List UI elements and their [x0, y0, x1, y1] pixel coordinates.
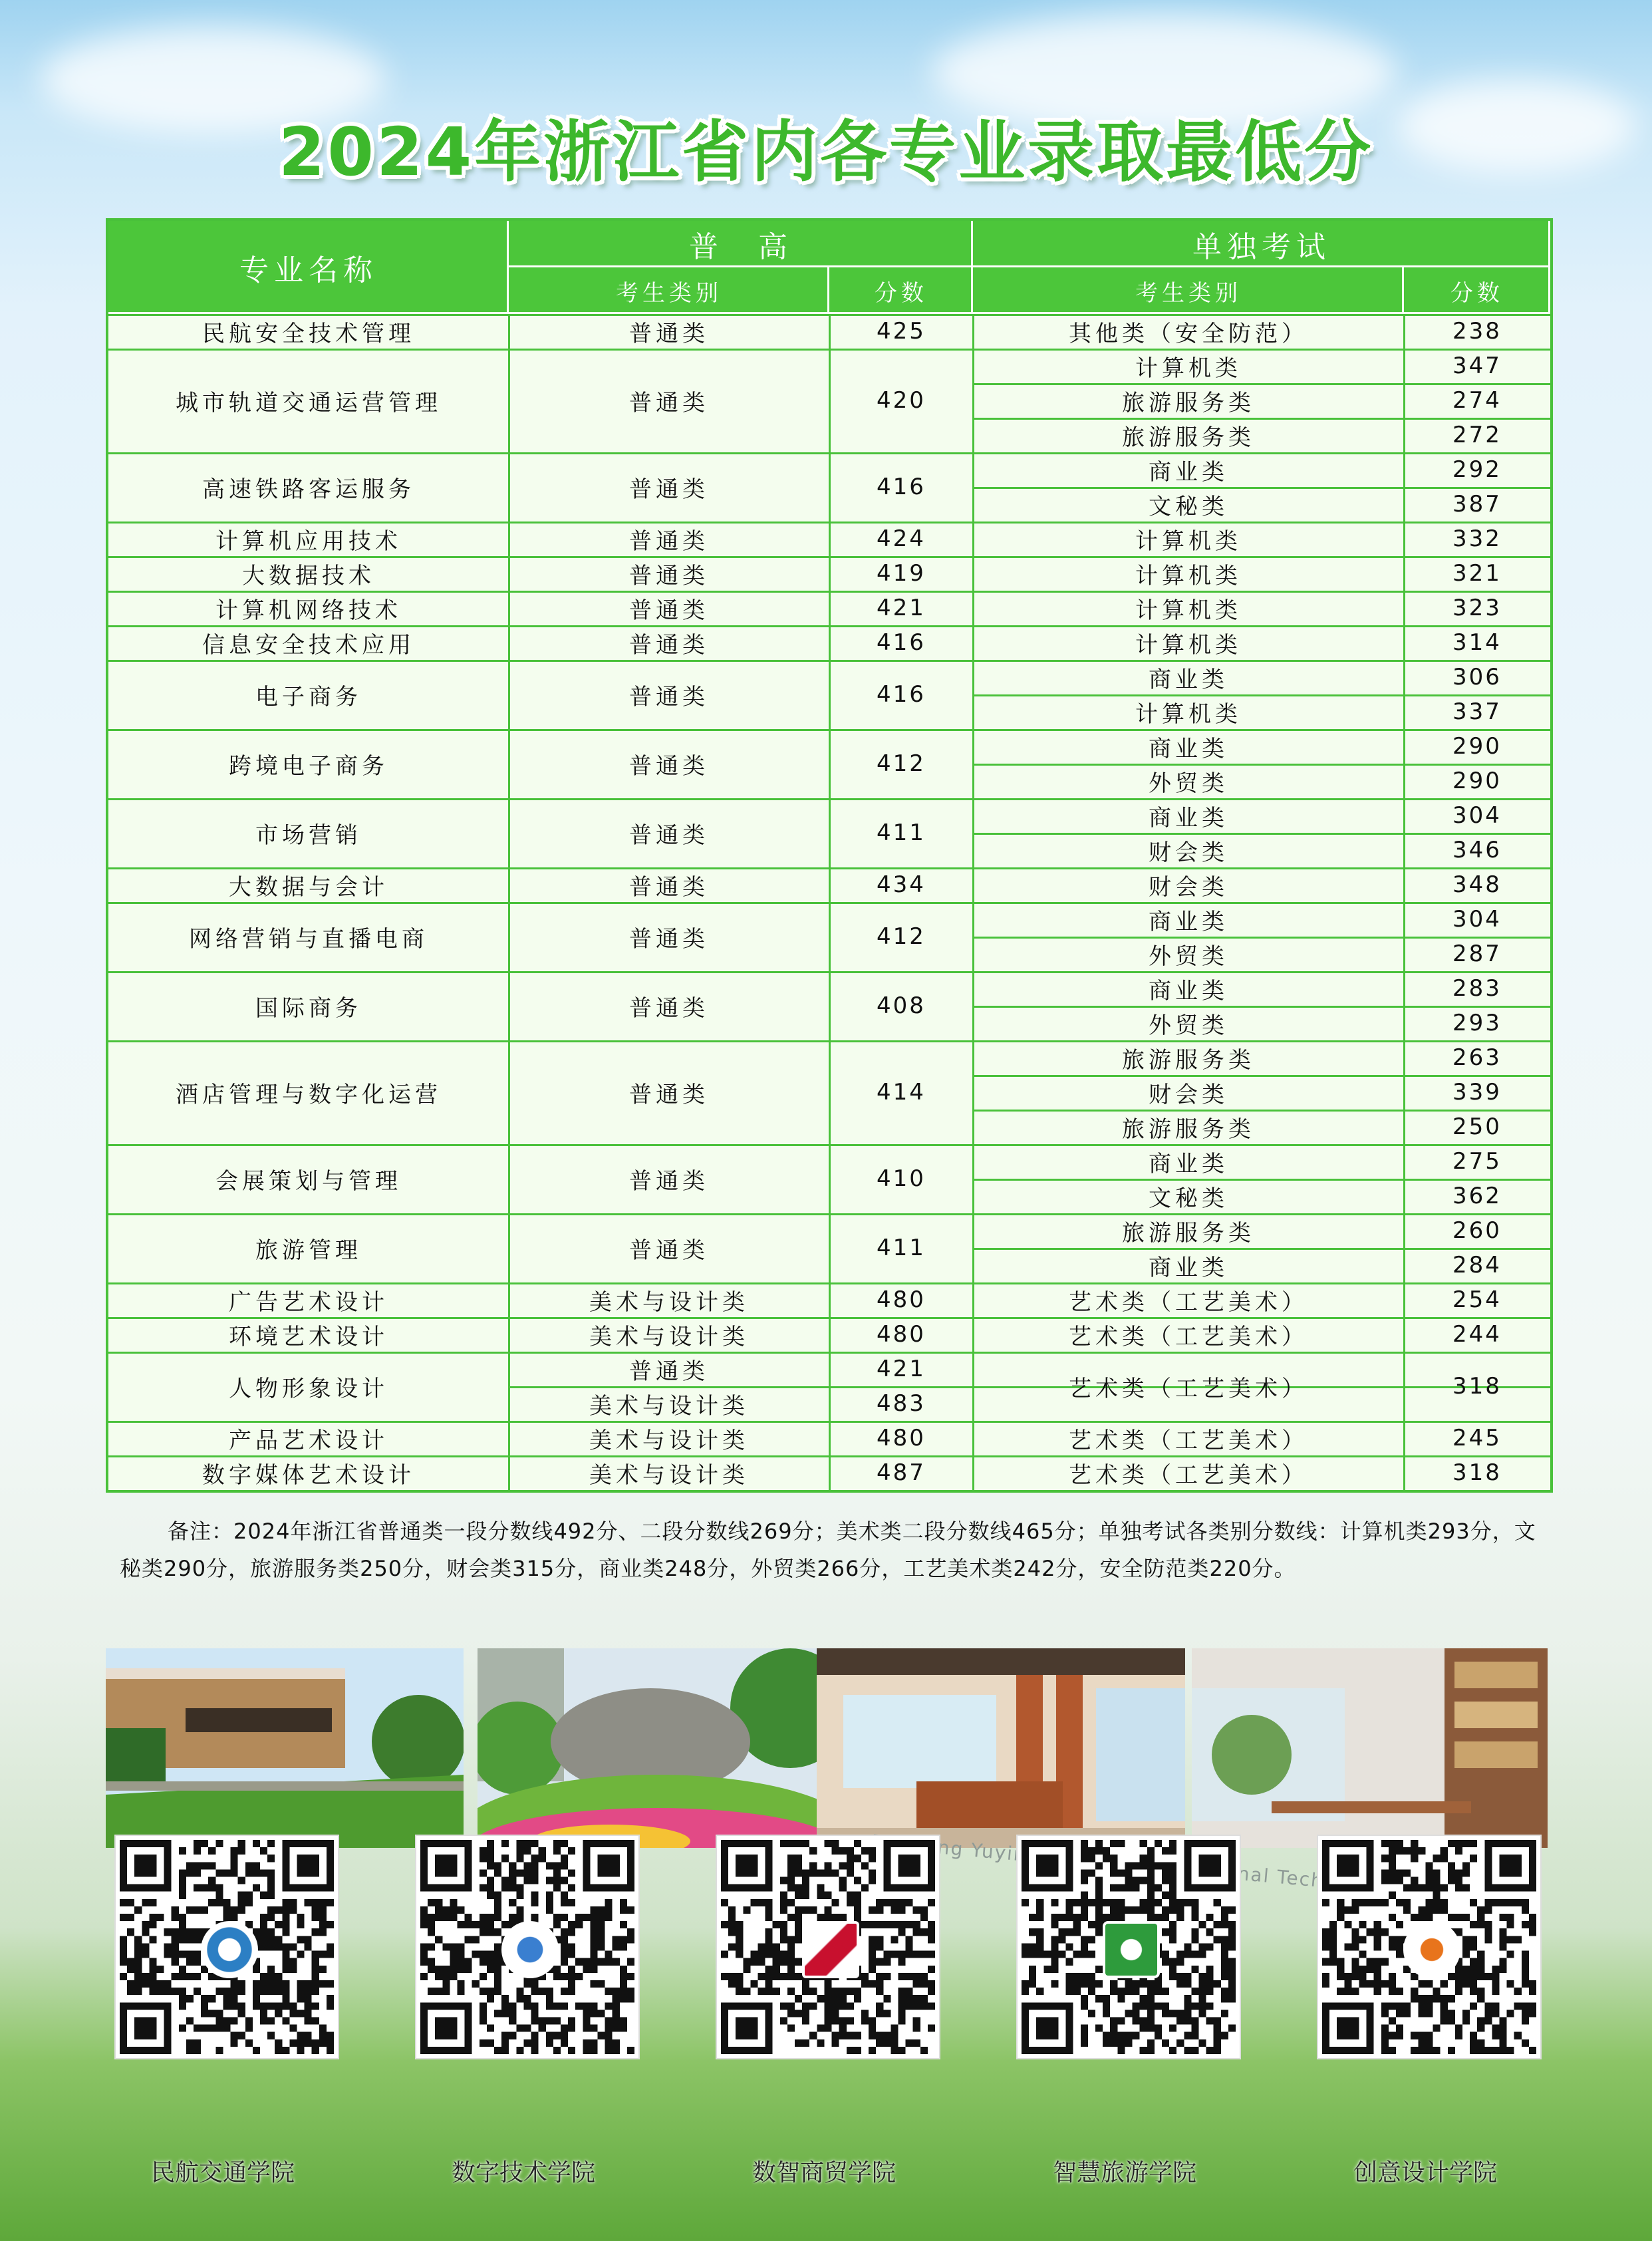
dandu-score: 254	[1452, 1286, 1502, 1313]
putong-score: 480	[877, 1286, 926, 1313]
remark-text: 备注：2024年浙江省普通类一段分数线492分、二段分数线269分；美术类二段分数线465分；单独考试各类别分数线：计算机类293分，文秘类290分，旅游服务类250分，财会类315分，商业类248分，外贸类266分，工艺美术类242分，安全防范类220分。	[120, 1519, 1536, 1581]
putong-category: 普通类	[629, 925, 709, 953]
major-name: 环境艺术设计	[229, 1323, 388, 1350]
dandu-category: 商业类	[1149, 804, 1228, 831]
dandu-category: 商业类	[1149, 666, 1228, 693]
dandu-score: 347	[1452, 353, 1502, 379]
page-title: 2024年浙江省内各专业录取最低分	[278, 113, 1374, 191]
dandu-score: 318	[1452, 1373, 1502, 1400]
dandu-score: 290	[1452, 733, 1502, 760]
dandu-category: 文秘类	[1149, 493, 1228, 520]
major-name: 计算机应用技术	[215, 527, 402, 555]
qr-code-2[interactable]	[416, 1836, 638, 2058]
putong-score: 411	[877, 820, 926, 846]
qr-label-1: 民航交通学院	[150, 2159, 295, 2186]
major-name: 会展策划与管理	[215, 1167, 402, 1195]
letter-e-logo-icon	[501, 1921, 559, 1978]
major-name: 数字媒体艺术设计	[202, 1461, 415, 1489]
globe-logo-icon	[201, 1921, 258, 1978]
putong-score: 487	[877, 1459, 926, 1486]
qr-label-4: 智慧旅游学院	[1052, 2159, 1196, 2186]
dandu-category: 商业类	[1149, 1254, 1228, 1281]
putong-score: 412	[877, 923, 926, 950]
putong-category: 普通类	[629, 1167, 709, 1195]
major-name: 大数据与会计	[229, 873, 388, 901]
dandu-category: 旅游服务类	[1122, 389, 1255, 416]
qr-label-2: 数字技术学院	[451, 2159, 595, 2186]
dandu-score: 287	[1452, 941, 1502, 967]
dandu-category: 计算机类	[1135, 562, 1242, 589]
dandu-score: 337	[1452, 698, 1502, 725]
putong-category: 普通类	[629, 1081, 709, 1108]
putong-category: 普通类	[629, 476, 709, 503]
major-name: 酒店管理与数字化运营	[176, 1081, 442, 1108]
dandu-category: 外贸类	[1149, 1012, 1228, 1039]
qr-code-4[interactable]	[1018, 1836, 1240, 2058]
putong-category: 普通类	[629, 822, 709, 849]
putong-score: 416	[877, 629, 926, 656]
putong-category: 美术与设计类	[589, 1461, 749, 1489]
dandu-category: 计算机类	[1135, 631, 1242, 659]
putong-category: 美术与设计类	[589, 1392, 749, 1419]
dandu-category: 计算机类	[1135, 527, 1242, 555]
putong-score: 420	[877, 387, 926, 414]
dandu-category: 艺术类（工艺美术）	[1069, 1427, 1308, 1454]
putong-score: 425	[877, 318, 926, 345]
dandu-category: 财会类	[1149, 839, 1228, 866]
putong-score: 416	[877, 681, 926, 708]
major-name: 跨境电子商务	[229, 752, 388, 780]
dandu-score: 272	[1452, 422, 1502, 448]
header-putong-group: 普 高	[509, 221, 973, 267]
putong-score: 421	[877, 1356, 926, 1382]
dandu-category: 其他类（安全防范）	[1069, 320, 1308, 347]
photo-campus-stone	[478, 1648, 835, 1848]
major-name: 网络营销与直播电商	[189, 925, 428, 953]
putong-category: 普通类	[629, 683, 709, 710]
major-name: 国际商务	[255, 994, 362, 1022]
major-name: 人物形象设计	[229, 1375, 388, 1402]
dandu-score: 292	[1452, 456, 1502, 483]
dandu-score: 318	[1452, 1459, 1502, 1486]
qr-code-1[interactable]	[116, 1836, 338, 2058]
header-putong-score: 分数	[829, 267, 973, 314]
dandu-score: 293	[1452, 1010, 1502, 1036]
qr-code-5[interactable]	[1318, 1836, 1540, 2058]
photo-campus-gate	[106, 1648, 464, 1848]
dandu-score: 274	[1452, 387, 1502, 414]
dandu-category: 计算机类	[1135, 597, 1242, 624]
putong-category: 美术与设计类	[589, 1288, 749, 1316]
dandu-category: 旅游服务类	[1122, 424, 1255, 451]
dandu-score: 346	[1452, 837, 1502, 863]
dandu-category: 商业类	[1149, 458, 1228, 486]
photo-caption: Yuying	[970, 1839, 1041, 1867]
dandu-score: 387	[1452, 491, 1502, 518]
dandu-category: 财会类	[1149, 873, 1228, 901]
dandu-score: 245	[1452, 1425, 1502, 1451]
major-name: 计算机网络技术	[215, 597, 402, 624]
qr-code-3[interactable]	[717, 1836, 939, 2058]
dandu-score: 283	[1452, 975, 1502, 1002]
dandu-category: 艺术类（工艺美术）	[1069, 1288, 1308, 1316]
major-name: 高速铁路客运服务	[202, 476, 415, 503]
putong-category: 普通类	[629, 752, 709, 780]
dandu-score: 323	[1452, 595, 1502, 621]
dandu-score: 250	[1452, 1114, 1502, 1140]
putong-score: 480	[877, 1425, 926, 1451]
photo-study-hall	[817, 1648, 1185, 1848]
putong-score: 424	[877, 525, 926, 552]
putong-score: 408	[877, 992, 926, 1019]
putong-category: 普通类	[629, 320, 709, 347]
putong-category: 普通类	[629, 1237, 709, 1264]
major-name: 旅游管理	[255, 1237, 362, 1264]
putong-score: 416	[877, 474, 926, 500]
putong-category: 美术与设计类	[589, 1323, 749, 1350]
dandu-category: 艺术类（工艺美术）	[1069, 1323, 1308, 1350]
major-name: 电子商务	[255, 683, 362, 710]
putong-score: 421	[877, 595, 926, 621]
dandu-category: 计算机类	[1135, 700, 1242, 728]
dandu-score: 244	[1452, 1321, 1502, 1348]
putong-category: 美术与设计类	[589, 1427, 749, 1454]
dandu-score: 304	[1452, 906, 1502, 933]
putong-score: 480	[877, 1321, 926, 1348]
putong-score: 411	[877, 1235, 926, 1261]
header-dandu-group: 单独考试	[973, 221, 1550, 267]
dandu-score: 339	[1452, 1079, 1502, 1106]
putong-category: 普通类	[629, 562, 709, 589]
dandu-category: 商业类	[1149, 977, 1228, 1004]
qr-label-3: 数智商贸学院	[752, 2159, 896, 2186]
dandu-category: 商业类	[1149, 908, 1228, 935]
dandu-category: 计算机类	[1135, 355, 1242, 382]
dandu-score: 238	[1452, 318, 1502, 345]
dandu-category: 商业类	[1149, 1150, 1228, 1177]
putong-category: 普通类	[629, 631, 709, 659]
dandu-score: 348	[1452, 871, 1502, 898]
dandu-category: 旅游服务类	[1122, 1219, 1255, 1247]
dandu-score: 332	[1452, 525, 1502, 552]
putong-score: 419	[877, 560, 926, 587]
dandu-category: 旅游服务类	[1122, 1046, 1255, 1074]
dandu-category: 外贸类	[1149, 943, 1228, 970]
major-name: 市场营销	[255, 822, 362, 849]
putong-score: 410	[877, 1165, 926, 1192]
putong-category: 普通类	[629, 994, 709, 1022]
dandu-category: 财会类	[1149, 1081, 1228, 1108]
putong-score: 412	[877, 750, 926, 777]
major-name: 信息安全技术应用	[202, 631, 415, 659]
dandu-score: 260	[1452, 1217, 1502, 1244]
putong-score: 414	[877, 1079, 926, 1106]
putong-score: 483	[877, 1390, 926, 1417]
dandu-score: 284	[1452, 1252, 1502, 1278]
header-putong-category: 考生类别	[509, 267, 829, 314]
dandu-category: 旅游服务类	[1122, 1116, 1255, 1143]
major-name: 民航安全技术管理	[202, 320, 415, 347]
dandu-category: 商业类	[1149, 735, 1228, 762]
dandu-category: 外贸类	[1149, 770, 1228, 797]
dandu-score: 290	[1452, 768, 1502, 794]
putong-category: 普通类	[629, 527, 709, 555]
dandu-score: 275	[1452, 1148, 1502, 1175]
header-dandu-score: 分数	[1404, 267, 1550, 314]
header-dandu-category: 考生类别	[973, 267, 1404, 314]
qr-label-5: 创意设计学院	[1353, 2159, 1497, 2186]
dandu-score: 362	[1452, 1183, 1502, 1209]
dandu-score: 263	[1452, 1044, 1502, 1071]
putong-category: 普通类	[629, 873, 709, 901]
score-table	[106, 218, 1553, 1493]
putong-score: 434	[877, 871, 926, 898]
red-arrow-logo-icon	[802, 1921, 859, 1978]
putong-category: 普通类	[629, 597, 709, 624]
dandu-score: 304	[1452, 802, 1502, 829]
green-leaf-logo-icon	[1103, 1921, 1160, 1978]
major-name: 广告艺术设计	[229, 1288, 388, 1316]
dandu-score: 314	[1452, 629, 1502, 656]
putong-category: 普通类	[629, 1358, 709, 1385]
header-major: 专业名称	[108, 221, 509, 314]
major-name: 大数据技术	[242, 562, 375, 589]
putong-category: 普通类	[629, 389, 709, 416]
dandu-category: 艺术类（工艺美术）	[1069, 1461, 1308, 1489]
dandu-category: 文秘类	[1149, 1185, 1228, 1212]
dandu-category: 艺术类（工艺美术）	[1069, 1375, 1308, 1402]
dandu-score: 306	[1452, 664, 1502, 690]
major-name: 产品艺术设计	[229, 1427, 388, 1454]
major-name: 城市轨道交通运营管理	[176, 389, 442, 416]
orange-m-logo-icon	[1403, 1921, 1460, 1978]
photo-library	[1192, 1648, 1548, 1848]
dandu-score: 321	[1452, 560, 1502, 587]
